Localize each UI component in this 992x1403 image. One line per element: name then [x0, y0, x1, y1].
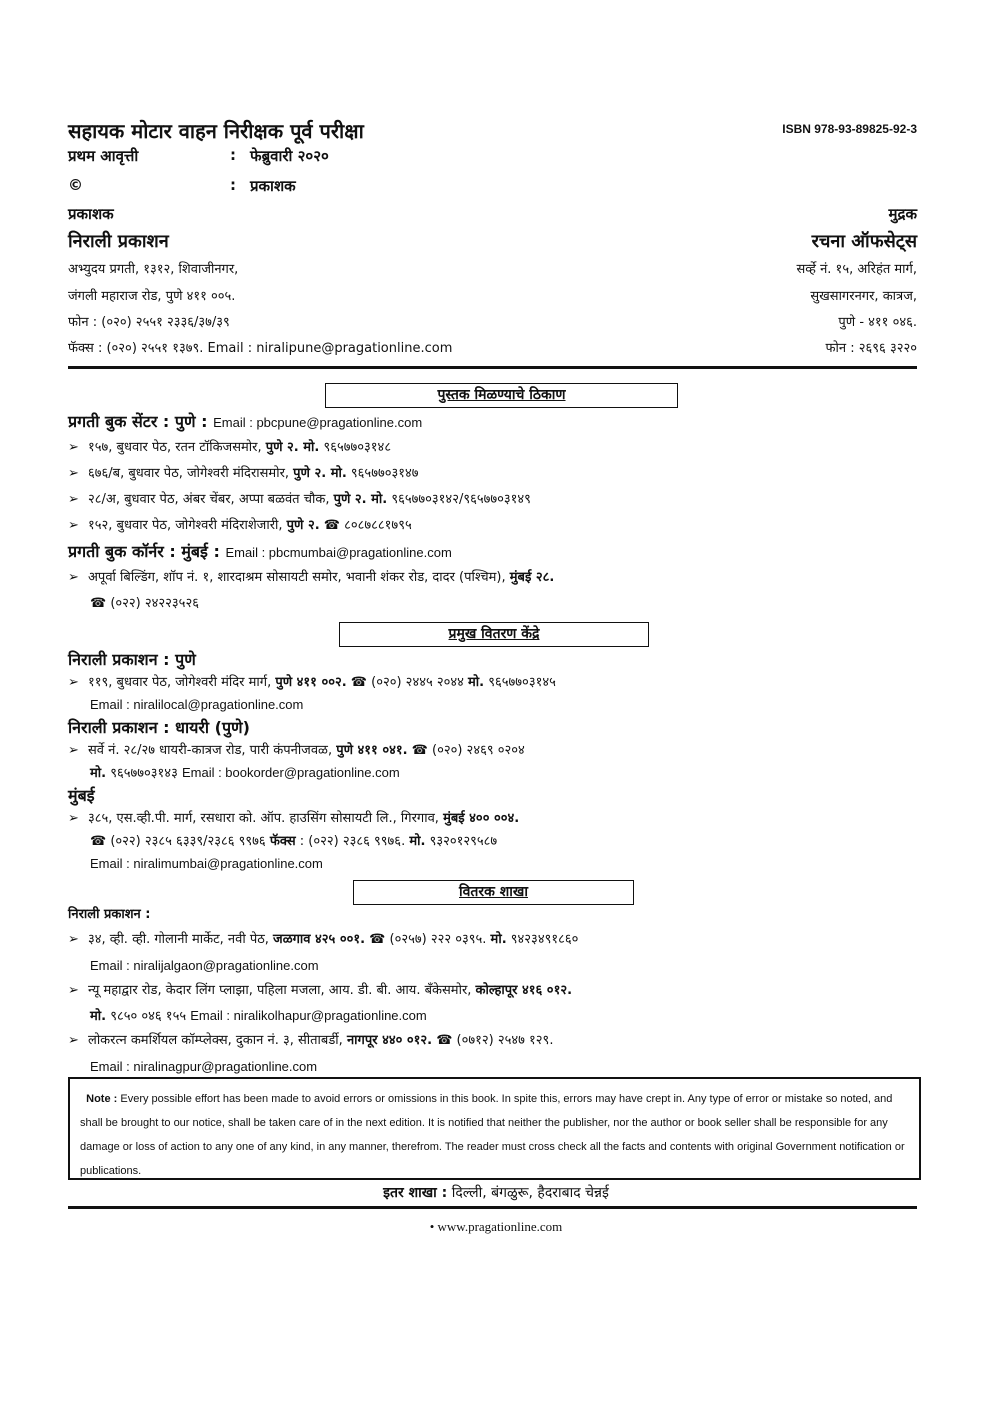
line-text: १५७, बुधवार पेठ, रतन टॉकिजसमोर, [88, 440, 266, 455]
line-text: : (०२२) २३८६ ९९७६. [295, 833, 410, 849]
line-text: ☎ (०२२) २४२२३५२६ [90, 596, 199, 611]
address-line [68, 740, 917, 763]
email-text: Email : bookorder@pragationline.com [181, 765, 400, 781]
address-line [68, 762, 917, 785]
line-text: ☎ (०२०) २४४५ २०४४ [346, 674, 469, 690]
section-distributor-branches [68, 902, 917, 1079]
line-text: ९३२०१२९५८७ [425, 833, 498, 849]
section-title-box: प्रमुख वितरण केंद्रे [339, 622, 649, 647]
email-text: Email : pbcpune@pragationline.com [213, 415, 423, 430]
printer-address-line: पुणे - ४११ ०४६. [838, 315, 917, 330]
copyright-symbol: © [68, 176, 83, 194]
line-text: ☎ (०२५७) २२२ ०३९५. [365, 932, 491, 948]
address-line [68, 461, 917, 487]
printer-address-line: सुखसागरनगर, कात्रज, [810, 289, 917, 304]
address-line [68, 953, 917, 978]
address-line [68, 927, 917, 952]
address-line [68, 853, 917, 876]
line-text: ९६५७७०३१४८ [319, 440, 392, 455]
arrow-bullet-icon: ➢ [68, 810, 79, 826]
address-line [68, 1003, 917, 1028]
line-text: पुणे २. मो. [293, 466, 347, 481]
address-line [68, 831, 917, 854]
publisher-address-line: अभ्युदय प्रगती, १३१२, शिवाजीनगर, [68, 262, 239, 277]
arrow-bullet-icon: ➢ [68, 742, 79, 758]
line-text: धायरी (पुणे) [175, 718, 250, 738]
address-line [68, 435, 917, 461]
line-text: निराली प्रकाशन : [68, 650, 176, 669]
line-text: पुणे ४११ ०४१. [336, 742, 408, 758]
edition-value: फेब्रुवारी २०२० [250, 147, 329, 165]
disclaimer-note [68, 1077, 921, 1180]
address-line [68, 1028, 917, 1053]
copyright-value: प्रकाशक [250, 177, 296, 195]
line-text: मुंबई २८. [509, 570, 555, 585]
email-text: Email : niralilocal@pragationline.com [90, 697, 304, 713]
edition-row [68, 146, 468, 166]
line-text: मो. [468, 674, 485, 690]
arrow-bullet-icon: ➢ [68, 570, 79, 585]
section-title-box: पुस्तक मिळण्याचे ठिकाण [325, 383, 678, 408]
line-text: ९६५७७०३१४३ [106, 766, 182, 782]
line-text: : [195, 412, 214, 431]
line-text: : [207, 542, 226, 561]
other-branches-label: इतर शाखा : [383, 1185, 448, 1201]
line-text: अपूर्वा बिल्डिंग, शॉप नं. १, शारदाश्रम सोसायटी समोर, भवानी शंकर रोड, दादर (पश्चिम), [88, 570, 510, 585]
website-link[interactable]: • www.pragationline.com [429, 1219, 563, 1234]
line-text: ☎ ८०८७८८१७९५ [319, 518, 412, 533]
address-line [68, 487, 917, 513]
line-text: ११९, बुधवार पेठ, जोगेश्वरी मंदिर मार्ग, [88, 674, 276, 690]
line-text: ☎ (०२२) २३८५ ६३३९/२३८६ ९९७६ [90, 833, 270, 849]
line-text: निराली प्रकाशन : [68, 907, 151, 922]
branch-heading [68, 717, 917, 740]
line-text: मुंबई [181, 542, 208, 561]
line-text: लोकरत्न कमर्शियल कॉम्प्लेक्स, दुकान नं. ३, सीताबर्डी, [88, 1033, 347, 1049]
copyright-row [68, 176, 468, 194]
isbn: ISBN 978-93-89825-92-3 [782, 122, 917, 136]
email-text: Email : niralikolhapur@pragationline.com [190, 1008, 427, 1024]
line-text: फॅक्स [269, 833, 296, 849]
line-text: नागपूर ४४० ०१२. [346, 1033, 433, 1049]
line-text: मो. [90, 1009, 107, 1025]
publisher-label: प्रकाशक [68, 205, 114, 223]
line-text: मुंबई ४०० ००४. [443, 810, 520, 826]
address-line [68, 978, 917, 1003]
line-text: ९८५० ०४६ १५५ [106, 1009, 191, 1025]
line-text: न्यू महाद्वार रोड, केदार लिंग प्लाझा, पहिला मजला, आय. डी. बी. आय. बँकेसमोर, [88, 982, 476, 998]
line-text: ९६५७७०३१४७ [346, 466, 419, 481]
line-text: ☎ (०७१२) २५४७ १२९. [432, 1033, 554, 1049]
address-line [68, 808, 917, 831]
divider [68, 366, 917, 369]
email-text: Email : niralijalgaon@pragationline.com [90, 957, 319, 973]
arrow-bullet-icon: ➢ [68, 1033, 79, 1049]
email-text: Email : niralimumbai@pragationline.com [90, 856, 323, 872]
line-text: प्रगती बुक सेंटर : [68, 412, 175, 431]
branch-heading [68, 649, 917, 672]
note-label: Note : [86, 1093, 118, 1105]
email-text: Email : pbcmumbai@pragationline.com [225, 545, 452, 560]
line-text: जळगाव ४२५ ००१. [273, 932, 366, 948]
email-text: Email : niralinagpur@pragationline.com [90, 1058, 318, 1074]
line-text: ☎ (०२०) २४६९ ०२०४ [407, 742, 525, 758]
printer-label: मुद्रक [888, 205, 917, 223]
branch-heading [68, 902, 917, 927]
line-text: मो. [490, 932, 507, 948]
line-text: पुणे ४११ ००२. [275, 674, 347, 690]
other-branches [0, 1183, 992, 1202]
address-line [68, 1054, 917, 1079]
section-book-outlets [68, 409, 917, 617]
line-text: सर्वे नं. २८/२७ धायरी-कात्रज रोड, पारी कंपनीजवळ, [88, 742, 337, 758]
line-text: पुणे [174, 412, 196, 431]
address-line [68, 694, 917, 717]
line-text: ९६५७७०३१४५ [484, 674, 556, 690]
line-text: कोल्हापूर ४१६ ०१२. [475, 982, 573, 998]
line-text: ६७६/ब, बुधवार पेठ, जोगेश्वरी मंदिरासमोर, [88, 466, 294, 481]
separator: : [230, 176, 236, 194]
line-text: प्रगती बुक कॉर्नर : [68, 542, 182, 561]
printer-phone: फोन : २६९६ ३२२० [825, 341, 917, 356]
arrow-bullet-icon: ➢ [68, 982, 79, 998]
line-text: १५२, बुधवार पेठ, जोगेश्वरी मंदिराशेजारी, [88, 518, 287, 533]
separator: : [230, 146, 236, 164]
arrow-bullet-icon: ➢ [68, 518, 79, 533]
branch-heading [68, 785, 917, 808]
line-text: पुणे २. मो. [265, 440, 320, 455]
arrow-bullet-icon: ➢ [68, 492, 79, 507]
branch-heading [68, 409, 917, 435]
arrow-bullet-icon: ➢ [68, 466, 79, 481]
book-title: सहायक मोटार वाहन निरीक्षक पूर्व परीक्षा [68, 119, 364, 143]
line-text: पुणे [175, 650, 196, 669]
address-line [68, 565, 917, 591]
branch-heading [68, 539, 917, 565]
line-text: ९४२३४९१८६० [506, 932, 579, 948]
line-text: निराली प्रकाशन : [68, 718, 176, 738]
publisher-address-line: जंगली महाराज रोड, पुणे ४११ ००५. [68, 289, 236, 304]
line-text: २८/अ, बुधवार पेठ, अंबर चेंबर, अप्पा बळवंत चौक, [88, 492, 334, 507]
section-title-box: वितरक शाखा [353, 880, 634, 905]
edition-label: प्रथम आवृत्ती [68, 147, 139, 165]
other-branches-value: दिल्ली, बंगळुरू, हैदराबाद चेन्नई [451, 1185, 609, 1201]
arrow-bullet-icon: ➢ [68, 674, 79, 690]
arrow-bullet-icon: ➢ [68, 932, 79, 948]
line-text: मुंबई [68, 786, 95, 806]
line-text: मो. [90, 766, 107, 782]
note-text: Every possible effort has been made to avoid errors or omissions in this book. In spite this, errors may have crept in. Any type of error or mistake so noted, and shall be brought to our notice, shall be taken care of in the next edition. It is notified that neither the publisher, nor the author or book seller shall be responsible for any damage or loss of action to any one of any kind, in any manner, therefrom. The reader must cross check all the facts and contents with original Government notification or publications. [80, 1093, 905, 1177]
publisher-phone: फोन : (०२०) २५५१ २३३६/३७/३९ [68, 315, 230, 330]
divider [68, 1206, 917, 1209]
line-text: पुणे २. [286, 518, 320, 533]
section-distribution-centres [68, 649, 917, 876]
address-line [68, 513, 917, 539]
address-line [68, 591, 917, 617]
publisher-name: निराली प्रकाशन [68, 231, 169, 252]
line-text: ९६५७७०३१४२/९६५७७०३१४९ [387, 492, 531, 507]
line-text: पुणे २. मो. [333, 492, 388, 507]
line-text: ३८५, एस.व्ही.पी. मार्ग, रसधारा को. ऑप. हाउसिंग सोसायटी लि., गिरगाव, [88, 810, 444, 826]
line-text: मो. [409, 833, 426, 849]
arrow-bullet-icon: ➢ [68, 440, 79, 455]
publisher-fax-email: फॅक्स : (०२०) २५५१ १३७९. Email : niralipune@pragationline.com [68, 341, 453, 356]
line-text: ३४, व्ही. व्ही. गोलानी मार्केट, नवी पेठ, [88, 932, 274, 948]
printer-name: रचना ऑफसेट्स [811, 231, 917, 252]
address-line [68, 672, 917, 695]
printer-address-line: सर्व्हे नं. १५, अरिहंत मार्ग, [796, 262, 917, 277]
